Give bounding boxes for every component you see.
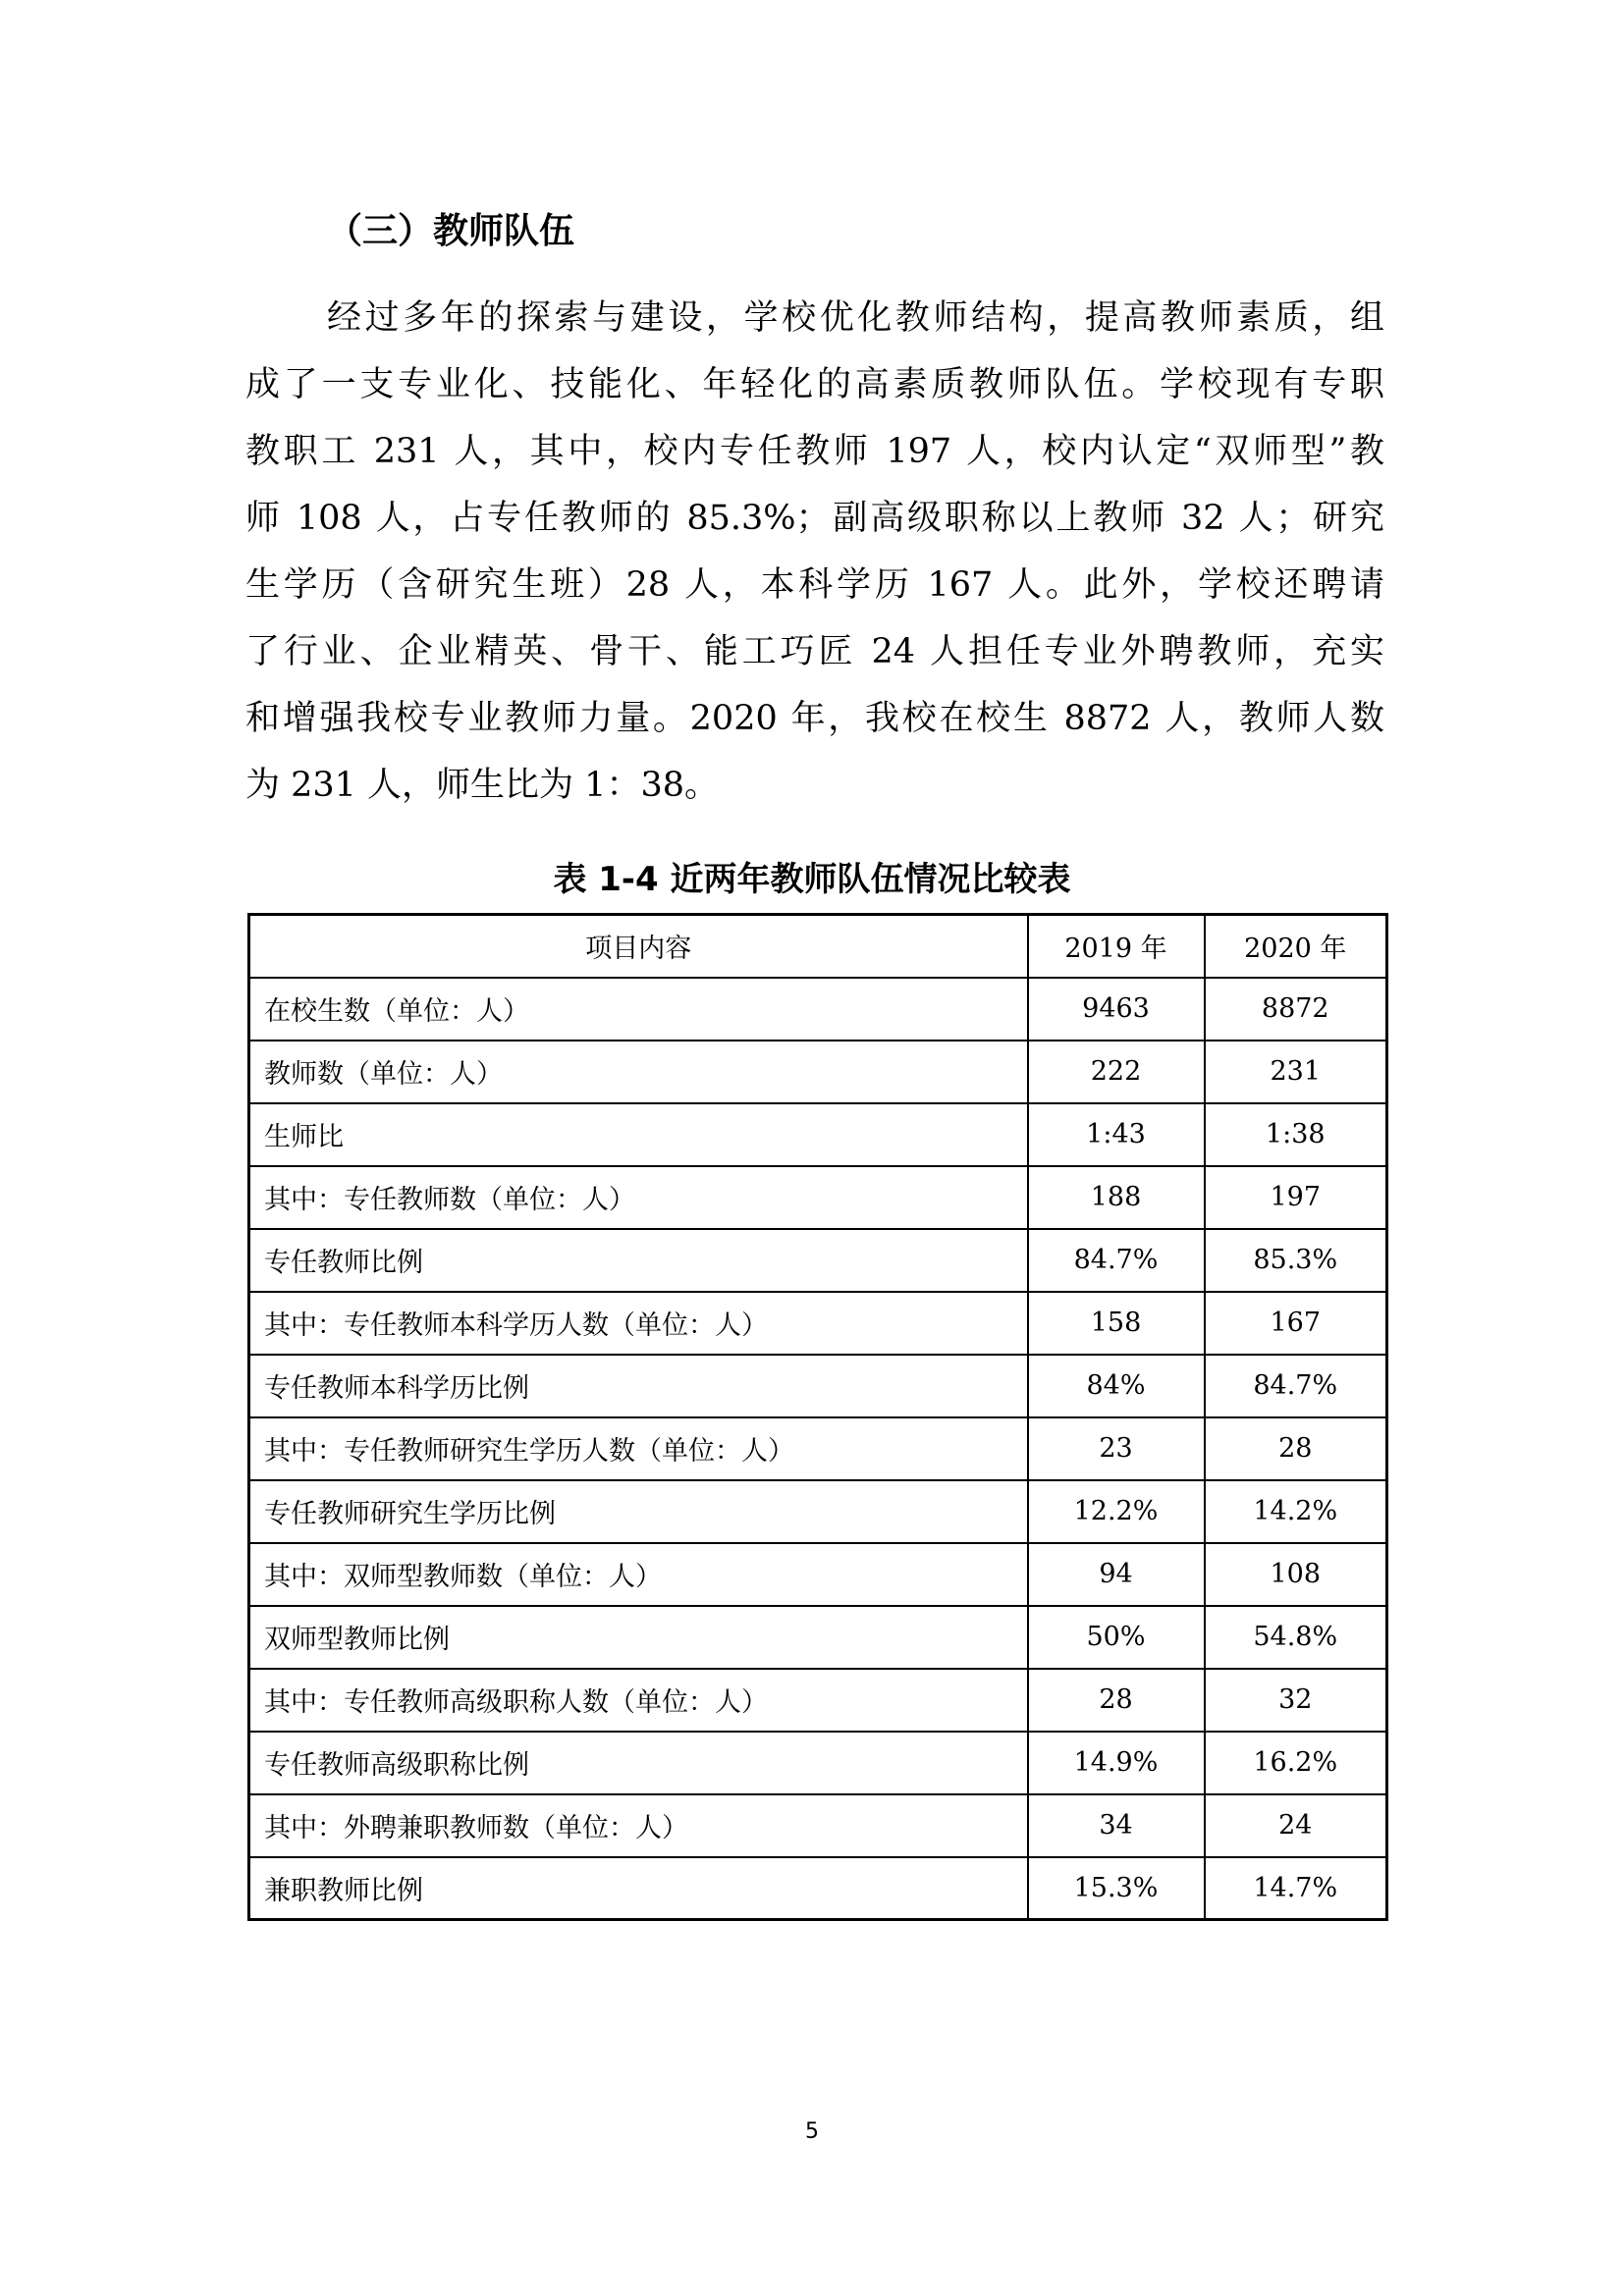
value-2019: 9463 xyxy=(1028,978,1205,1041)
value-2020: 197 xyxy=(1205,1166,1387,1229)
value-2019: 28 xyxy=(1028,1669,1205,1732)
row-label: 专任教师比例 xyxy=(249,1229,1028,1292)
row-label: 在校生数（单位：人） xyxy=(249,978,1028,1041)
row-label: 专任教师高级职称比例 xyxy=(249,1732,1028,1794)
paragraph-line: 教职工 231 人，其中，校内专任教师 197 人，校内认定“双师型”教 xyxy=(245,432,1384,471)
row-label: 双师型教师比例 xyxy=(249,1606,1028,1669)
row-label: 兼职教师比例 xyxy=(249,1857,1028,1920)
table-row xyxy=(249,1857,1387,1920)
value-2019: 12.2% xyxy=(1028,1480,1205,1543)
row-label: 其中：专任教师高级职称人数（单位：人） xyxy=(249,1669,1028,1732)
value-2020: 32 xyxy=(1205,1669,1387,1732)
row-label: 教师数（单位：人） xyxy=(249,1041,1028,1103)
paragraph-line: 和增强我校专业教师力量。2020 年，我校在校生 8872 人，教师人数 xyxy=(245,699,1384,738)
table-row xyxy=(249,1543,1387,1606)
paragraph-line: 了行业、企业精英、骨干、能工巧匠 24 人担任专业外聘教师，充实 xyxy=(245,632,1384,671)
table-caption: 表 1-4 近两年教师队伍情况比较表 xyxy=(553,860,1071,899)
table-row xyxy=(249,1292,1387,1355)
value-2020: 14.7% xyxy=(1205,1857,1387,1920)
table-row xyxy=(249,1229,1387,1292)
value-2019: 1:43 xyxy=(1028,1103,1205,1166)
header-2019: 2019 年 xyxy=(1028,915,1205,978)
paragraph-line: 生学历（含研究生班）28 人，本科学历 167 人。此外，学校还聘请 xyxy=(245,565,1384,605)
value-2019: 188 xyxy=(1028,1166,1205,1229)
value-2020: 231 xyxy=(1205,1041,1387,1103)
row-label: 其中：专任教师数（单位：人） xyxy=(249,1166,1028,1229)
value-2019: 50% xyxy=(1028,1606,1205,1669)
value-2019: 84% xyxy=(1028,1355,1205,1417)
paragraph-line: 师 108 人，占专任教师的 85.3%；副高级职称以上教师 32 人；研究 xyxy=(245,499,1384,538)
value-2020: 8872 xyxy=(1205,978,1387,1041)
value-2019: 84.7% xyxy=(1028,1229,1205,1292)
teacher-comparison-table xyxy=(247,913,1388,1921)
row-label: 专任教师本科学历比例 xyxy=(249,1355,1028,1417)
table-row xyxy=(249,1355,1387,1417)
paragraph-line: 成了一支专业化、技能化、年轻化的高素质教师队伍。学校现有专职 xyxy=(245,365,1384,404)
paragraph-line: 为 231 人，师生比为 1：38。 xyxy=(245,766,719,805)
row-label: 其中：外聘兼职教师数（单位：人） xyxy=(249,1794,1028,1857)
table-row xyxy=(249,1794,1387,1857)
value-2019: 15.3% xyxy=(1028,1857,1205,1920)
value-2019: 14.9% xyxy=(1028,1732,1205,1794)
value-2019: 94 xyxy=(1028,1543,1205,1606)
value-2020: 85.3% xyxy=(1205,1229,1387,1292)
body-paragraph xyxy=(245,285,1384,819)
table-row xyxy=(249,1480,1387,1543)
value-2019: 222 xyxy=(1028,1041,1205,1103)
table-row xyxy=(249,1732,1387,1794)
table-row xyxy=(249,1041,1387,1103)
table-row xyxy=(249,1103,1387,1166)
table-row xyxy=(249,1166,1387,1229)
value-2020: 16.2% xyxy=(1205,1732,1387,1794)
row-label: 其中：双师型教师数（单位：人） xyxy=(249,1543,1028,1606)
header-item: 项目内容 xyxy=(249,915,1028,978)
value-2020: 167 xyxy=(1205,1292,1387,1355)
table-row xyxy=(249,1417,1387,1480)
section-heading: （三）教师队伍 xyxy=(327,211,575,251)
page-number: 5 xyxy=(805,2119,819,2144)
table-row xyxy=(249,978,1387,1041)
value-2020: 24 xyxy=(1205,1794,1387,1857)
table-row xyxy=(249,1606,1387,1669)
value-2020: 1:38 xyxy=(1205,1103,1387,1166)
value-2019: 34 xyxy=(1028,1794,1205,1857)
table-row xyxy=(249,1669,1387,1732)
value-2020: 84.7% xyxy=(1205,1355,1387,1417)
row-label: 专任教师研究生学历比例 xyxy=(249,1480,1028,1543)
value-2020: 14.2% xyxy=(1205,1480,1387,1543)
header-2020: 2020 年 xyxy=(1205,915,1387,978)
paragraph-line: 经过多年的探索与建设，学校优化教师结构，提高教师素质，组 xyxy=(327,298,1384,338)
row-label: 其中：专任教师本科学历人数（单位：人） xyxy=(249,1292,1028,1355)
value-2020: 28 xyxy=(1205,1417,1387,1480)
row-label: 生师比 xyxy=(249,1103,1028,1166)
value-2020: 54.8% xyxy=(1205,1606,1387,1669)
table-header-row xyxy=(249,915,1387,978)
value-2019: 158 xyxy=(1028,1292,1205,1355)
value-2020: 108 xyxy=(1205,1543,1387,1606)
value-2019: 23 xyxy=(1028,1417,1205,1480)
row-label: 其中：专任教师研究生学历人数（单位：人） xyxy=(249,1417,1028,1480)
